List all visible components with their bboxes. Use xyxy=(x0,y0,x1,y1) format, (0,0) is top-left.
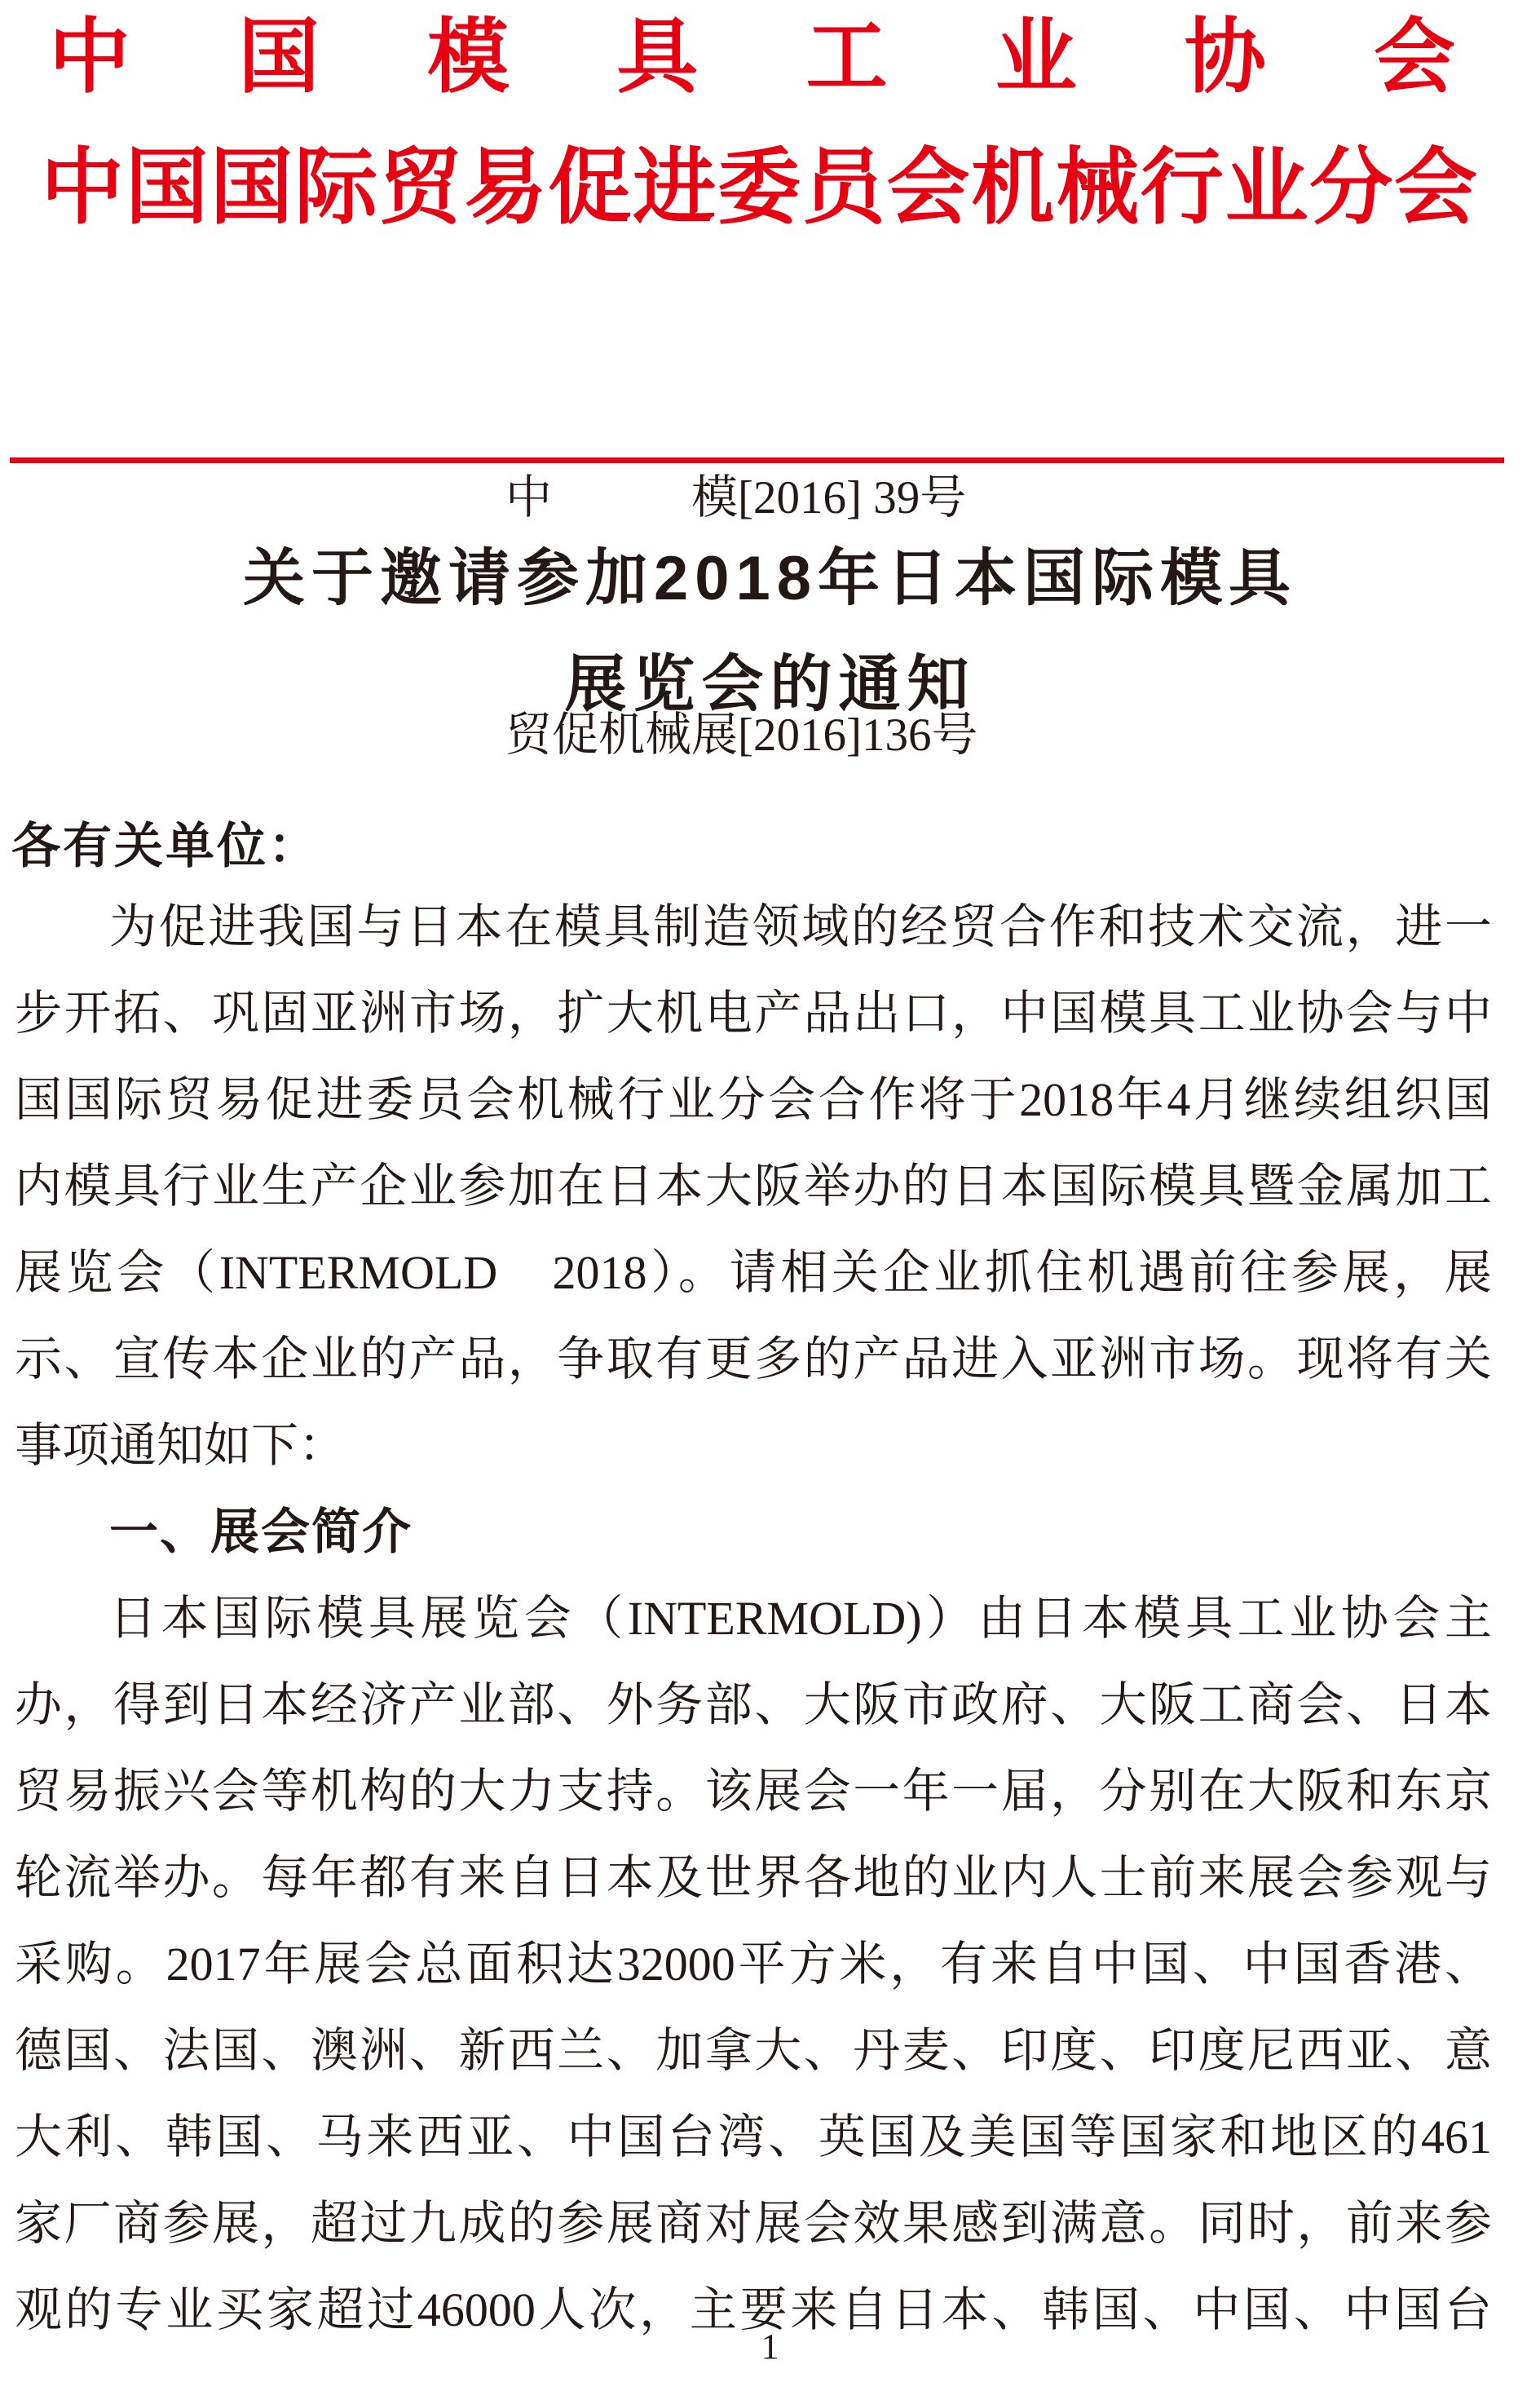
page-number: 1 xyxy=(761,2327,779,2367)
salutation: 各有关单位： xyxy=(11,819,320,873)
org-name-char: 委 xyxy=(717,143,801,235)
text-line: 轮流举办。每年都有来自日本及世界各地的业内人士前来展会参观与 xyxy=(15,1851,1492,1904)
text-line: 家厂商参展，超过九成的参展商对展会效果感到满意。同时，前来参 xyxy=(15,2197,1492,2250)
org-name-char: 促 xyxy=(548,143,632,235)
org-name-char: 业 xyxy=(995,12,1077,103)
org-name-line-2 xyxy=(41,143,1477,236)
text-line: 贸易振兴会等机构的大力支持。该展会一年一届，分别在大阪和东京 xyxy=(15,1765,1492,1818)
org-name-char: 中 xyxy=(41,143,124,235)
paragraph-2 xyxy=(15,1575,1492,2353)
text-line: 展览会（INTERMOLD 2018）。请相关企业抓住机遇前往参展，展 xyxy=(15,1246,1492,1299)
org-name-char: 员 xyxy=(801,143,885,235)
org-name-char: 分 xyxy=(1309,143,1393,235)
body-text xyxy=(15,884,1492,2353)
org-name-char: 国 xyxy=(238,12,320,103)
text-line: 国国际贸易促进委员会机械行业分会合作将于2018年4月继续组织国 xyxy=(15,1073,1492,1126)
org-name-char: 中 xyxy=(49,12,130,103)
notice-title xyxy=(0,526,1540,738)
text-line: 内模具行业生产企业参加在日本大阪举办的日本国际模具暨金属加工 xyxy=(15,1160,1492,1213)
text-line: 德国、法国、澳洲、新西兰、加拿大、丹麦、印度、印度尼西亚、意 xyxy=(15,2024,1492,2077)
text-line: 观的专业买家超过46000人次，主要来自日本、韩国、中国、中国台 xyxy=(15,2283,1492,2336)
org-name-char: 进 xyxy=(633,143,717,235)
org-name-char: 协 xyxy=(1184,12,1266,103)
org-name-char: 行 xyxy=(1140,143,1224,235)
org-name-char: 模 xyxy=(427,12,510,103)
org-name-char: 业 xyxy=(1224,143,1308,235)
org-name-char: 际 xyxy=(294,143,378,235)
org-name-char: 易 xyxy=(463,143,547,235)
text-line: 步开拓、巩固亚洲市场，扩大机电产品出口，中国模具工业协会与中 xyxy=(15,987,1492,1040)
text-line: 办，得到日本经济产业部、外务部、大阪市政府、大阪工商会、日本 xyxy=(15,1678,1492,1731)
org-name-line-1 xyxy=(49,13,1455,103)
text-line: 采购。2017年展会总面积达32000平方米，有来自中国、中国香港、 xyxy=(15,1938,1492,1991)
org-name-char: 械 xyxy=(1056,143,1139,235)
text-line: 日本国际模具展览会（INTERMOLD)）由日本模具工业协会主 xyxy=(109,1592,1492,1645)
text-line: 事项通知如下： xyxy=(15,1419,346,1472)
notice-title-line-2: 展览会的通知 xyxy=(564,650,976,719)
org-name-char: 具 xyxy=(616,12,699,103)
org-name-char: 工 xyxy=(805,12,888,103)
text-line: 为促进我国与日本在模具制造领域的经贸合作和技术交流，进一 xyxy=(109,900,1492,953)
document-number-line-2: 贸促机械展[2016]136号 xyxy=(505,709,978,761)
paragraph-1 xyxy=(15,884,1492,1489)
org-name-char: 国 xyxy=(210,143,293,235)
org-name-char: 会 xyxy=(1373,12,1455,103)
text-line: 大利、韩国、马来西亚、中国台湾、英国及美国等国家和地区的461 xyxy=(15,2110,1492,2163)
red-divider-line xyxy=(10,457,1504,463)
section-heading-1: 一、展会简介 xyxy=(109,1505,413,1559)
document-number-line-1: 中 模[2016] 39号 xyxy=(505,472,967,524)
org-name-char: 国 xyxy=(125,143,209,235)
org-name-char: 贸 xyxy=(379,143,462,235)
org-name-char: 机 xyxy=(971,143,1055,235)
text-line: 示、宣传本企业的产品，争取有更多的产品进入亚洲市场。现将有关 xyxy=(15,1332,1492,1385)
org-name-char: 会 xyxy=(1394,143,1477,235)
notice-title-line-1: 关于邀请参加2018年日本国际模具 xyxy=(242,544,1298,613)
org-name-char: 会 xyxy=(886,143,970,235)
